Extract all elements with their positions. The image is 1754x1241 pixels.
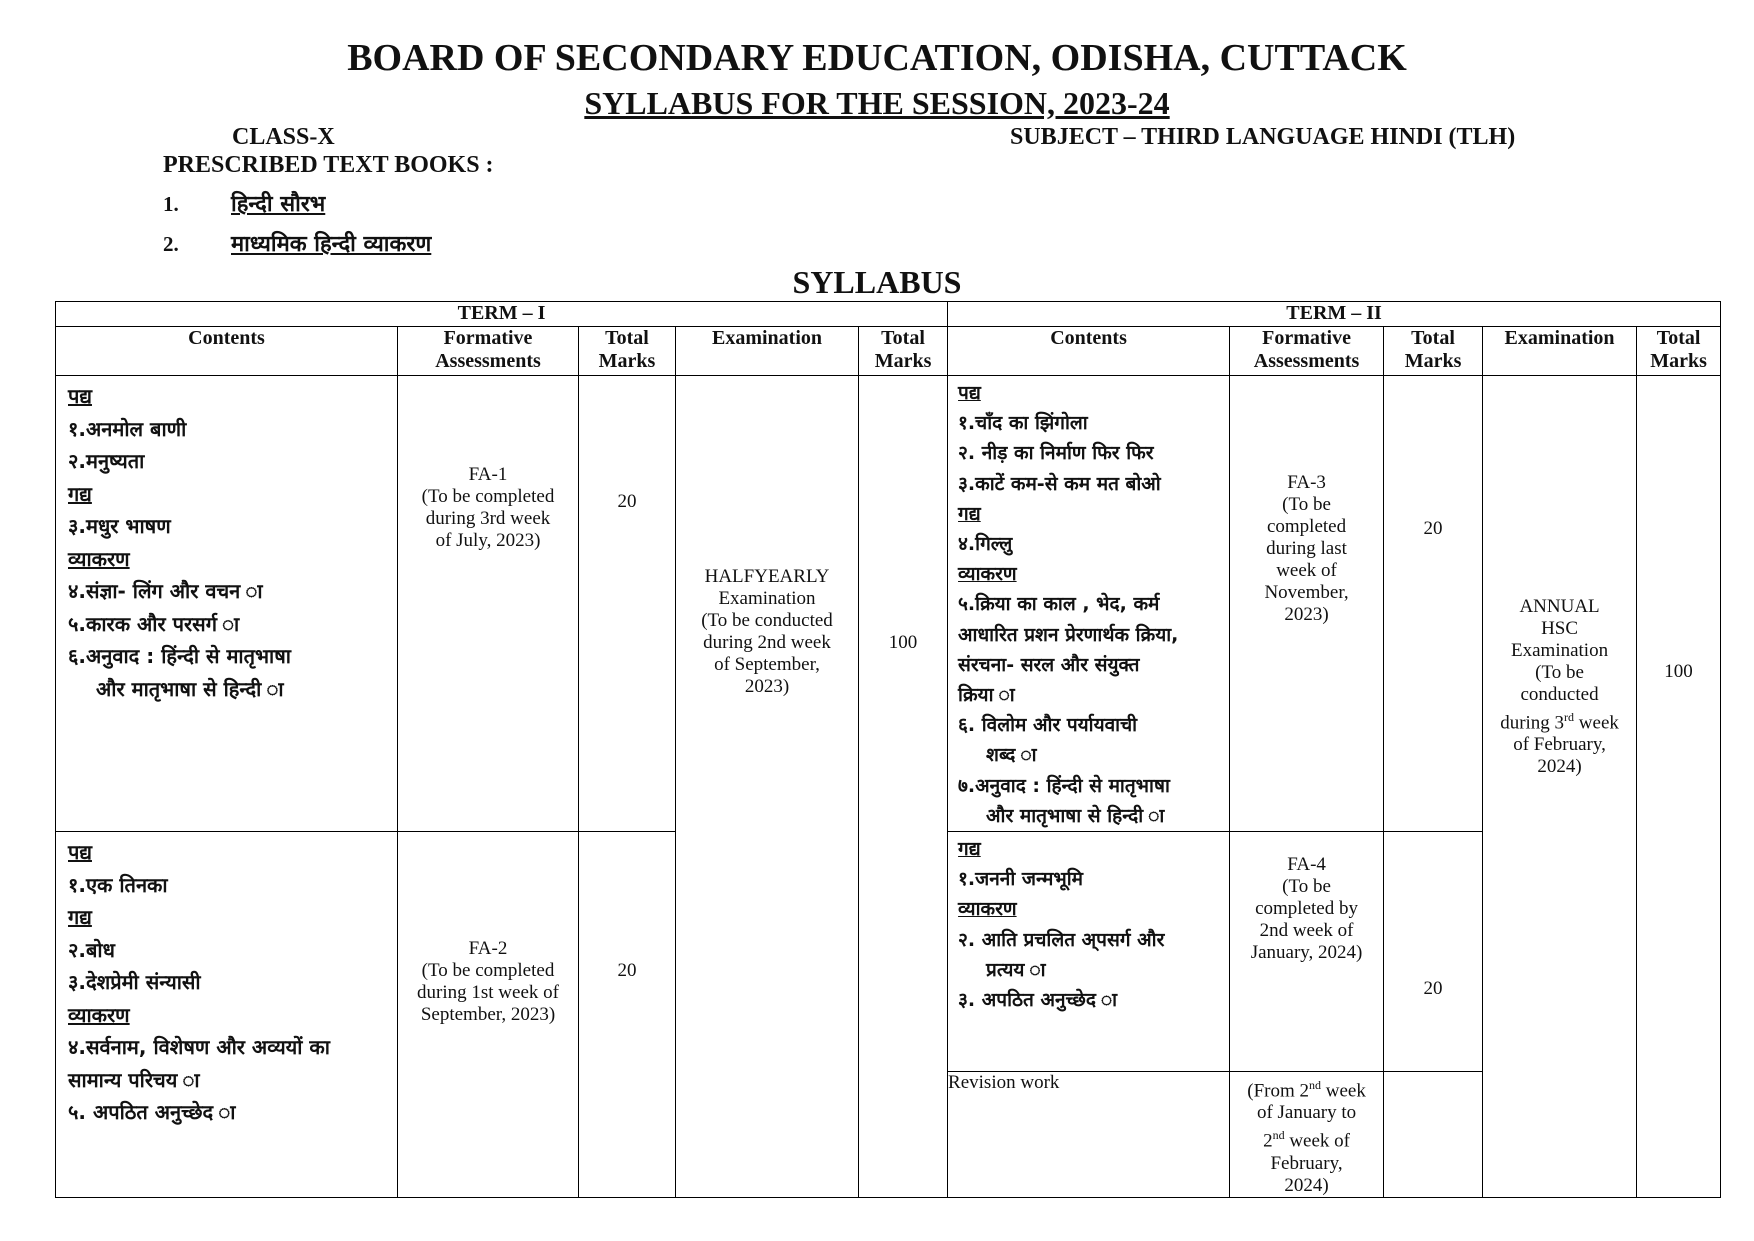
syllabus-topic: १.चाँद का झिंगोला	[958, 412, 1088, 435]
syllabus-topic: ५.कारक और परसर्ग ा	[68, 611, 240, 636]
col-examination: Examination	[676, 327, 859, 376]
cell-line: ANNUAL	[1519, 596, 1600, 617]
term1-fa1-marks: 20	[579, 376, 676, 832]
syllabus-topic: १.जननी जन्मभूमि	[958, 868, 1084, 891]
syllabus-topic: सामान्य परिचय ा	[68, 1067, 200, 1092]
section-heading: गद्य	[68, 905, 92, 930]
term2-fa4-marks: 20	[1384, 832, 1483, 1072]
board-title: BOARD OF SECONDARY EDUCATION, ODISHA, CUTTACK	[347, 37, 1407, 79]
halfyearly-exam-marks: 100	[859, 376, 948, 1198]
term1-fa2-assessment	[398, 832, 579, 1198]
syllabus-topic: संरचना- सरल और संयुक्त	[958, 653, 1140, 676]
cell-line: 2024)	[1537, 756, 1582, 778]
cell-line: FA-2	[468, 938, 508, 960]
syllabus-topic: और मातृभाषा से हिन्दी ा	[96, 676, 284, 701]
section-heading: व्याकरण	[68, 1002, 130, 1027]
cell-line: week of	[1276, 560, 1337, 581]
syllabus-table	[55, 301, 1721, 1198]
syllabus-topic: ५. अपठित अनुच्छेद ा	[68, 1100, 236, 1125]
halfyearly-exam	[676, 376, 859, 1198]
revision-work-label: Revision work	[948, 1072, 1230, 1198]
col-total-marks: Total Marks	[859, 327, 948, 376]
book-item	[163, 228, 431, 258]
syllabus-topic: २.बोध	[68, 937, 115, 962]
syllabus-topic: ४.सर्वनाम, विशेषण और अव्ययों का	[68, 1035, 330, 1060]
col-examination: Examination	[1483, 327, 1637, 376]
section-heading: गद्य	[958, 502, 981, 525]
col-total-marks: Total Marks	[579, 327, 676, 376]
cell-line: of February,	[1513, 734, 1606, 756]
section-heading: व्याकरण	[958, 898, 1017, 921]
term2-fa3-contents	[948, 376, 1230, 832]
term-2-header: TERM – II	[948, 302, 1721, 327]
cell-line: during 2nd week	[703, 632, 831, 653]
term2-fa4-contents	[948, 832, 1230, 1072]
cell-line: completed by	[1255, 898, 1358, 920]
syllabus-topic: आधारित प्रशन प्रेरणार्थक क्रिया,	[958, 623, 1179, 646]
cell-line: completed	[1266, 516, 1347, 537]
cell-line: February,	[1270, 1152, 1343, 1174]
cell-line: FA-3	[1287, 472, 1326, 493]
cell-line: 2nd week of	[1263, 1128, 1350, 1152]
book-title: माध्यमिक हिन्दी व्याकरण	[231, 232, 432, 257]
cell-line: (To be	[1535, 662, 1584, 683]
col-contents: Contents	[56, 327, 398, 376]
syllabus-topic: ४.संज्ञा- लिंग और वचन ा	[68, 579, 263, 603]
cell-line: during last	[1266, 538, 1347, 559]
revision-work-period	[1230, 1072, 1384, 1198]
cell-line: Examination	[718, 588, 816, 609]
book-title: हिन्दी सौरभ	[231, 192, 326, 217]
cell-line: conducted	[1520, 684, 1599, 705]
cell-line: 2023)	[744, 676, 790, 697]
col-contents: Contents	[948, 327, 1230, 376]
annual-exam-marks: 100	[1637, 376, 1721, 1198]
book-number: 1.	[163, 192, 179, 216]
syllabus-topic: प्रत्यय ा	[986, 958, 1046, 981]
syllabus-topic: ३.काटें कम-से कम मत बोओ	[958, 472, 1161, 495]
cell-line: (From 2nd week	[1247, 1078, 1366, 1102]
class-label: CLASS-X	[232, 124, 335, 150]
term1-fa2-contents	[56, 832, 398, 1198]
revision-work-marks	[1384, 1072, 1483, 1198]
col-formative: Formative Assessments	[398, 327, 579, 376]
cell-line: 2023)	[1284, 604, 1329, 625]
section-heading: पद्य	[958, 382, 981, 404]
cell-line: November,	[1264, 582, 1349, 603]
syllabus-topic: १.अनमोल बाणी	[68, 416, 187, 441]
term2-fa3-marks: 20	[1384, 376, 1483, 832]
syllabus-topic: ३. अपठित अनुच्छेद ा	[958, 989, 1118, 1012]
syllabus-topic: ७.अनुवाद : हिंन्दी से मातृभाषा	[958, 774, 1170, 797]
book-number: 2.	[163, 232, 179, 256]
section-heading: गद्य	[68, 481, 92, 506]
syllabus-topic: ५.क्रिया का काल , भेद, कर्म	[958, 593, 1160, 616]
cell-line: (To be conducted	[701, 610, 833, 631]
cell-line: (To be	[1282, 876, 1331, 898]
term1-fa1-contents	[56, 376, 398, 832]
cell-line: 2nd week of	[1259, 920, 1354, 942]
cell-line: of July, 2023)	[435, 530, 541, 551]
section-heading: पद्य	[68, 840, 92, 865]
syllabus-topic: शब्द ा	[986, 744, 1037, 767]
term-1-header: TERM – I	[56, 302, 948, 327]
syllabus-topic: क्रिया ा	[958, 684, 1015, 707]
cell-line: of September,	[714, 654, 820, 675]
book-item	[163, 188, 325, 218]
session-subtitle-text: SYLLABUS FOR THE SESSION, 2023-24	[584, 85, 1170, 121]
section-heading: व्याकरण	[68, 546, 130, 571]
cell-line: of January to	[1256, 1102, 1357, 1124]
session-subtitle	[0, 84, 1754, 122]
syllabus-topic: ६.अनुवाद : हिंन्दी से मातृभाषा	[68, 644, 291, 668]
cell-line: during 3rd week	[425, 508, 551, 529]
cell-line: FA-4	[1287, 854, 1326, 876]
prescribed-books-label: PRESCRIBED TEXT BOOKS :	[163, 152, 494, 178]
syllabus-topic: २. नीड़ का निर्माण फिर फिर	[958, 442, 1154, 465]
cell-line: Examination	[1511, 640, 1609, 661]
annual-exam	[1483, 376, 1637, 1198]
section-heading: गद्य	[958, 838, 981, 861]
term1-fa2-marks: 20	[579, 832, 676, 1198]
cell-line: (To be	[1282, 494, 1331, 515]
cell-line: FA-1	[468, 464, 508, 485]
subject-label: SUBJECT – THIRD LANGUAGE HINDI (TLH)	[1010, 124, 1516, 150]
section-heading: व्याकरण	[958, 563, 1017, 586]
col-total-marks: Total Marks	[1384, 327, 1483, 376]
cell-line: HALFYEARLY	[704, 566, 830, 587]
syllabus-topic: २.मनुष्यता	[68, 449, 145, 473]
syllabus-topic: १.एक तिनका	[68, 872, 168, 897]
cell-line: January, 2024)	[1250, 942, 1363, 964]
term1-fa1-assessment	[398, 376, 579, 832]
cell-line: (To be completed	[421, 960, 555, 982]
syllabus-heading: SYLLABUS	[792, 264, 962, 300]
cell-line: HSC	[1541, 618, 1579, 639]
syllabus-topic: ३.मधुर भाषण	[68, 514, 171, 538]
cell-line: 2024)	[1284, 1174, 1329, 1196]
col-total-marks: Total Marks	[1637, 327, 1721, 376]
section-heading: पद्य	[68, 384, 92, 408]
cell-line: September, 2023)	[420, 1004, 556, 1026]
term2-fa3-assessment	[1230, 376, 1384, 832]
syllabus-topic: ३.देशप्रेमी संन्यासी	[68, 970, 201, 995]
syllabus-topic: ४.गिल्लु	[958, 533, 1013, 556]
syllabus-topic: २. आति प्रचलित अ्पसर्ग और	[958, 928, 1165, 951]
syllabus-topic: ६. विलोम और पर्यायवाची	[958, 714, 1138, 737]
cell-line: during 3rd week	[1500, 710, 1619, 734]
cell-line: during 1st week of	[417, 982, 559, 1004]
syllabus-topic: और मातृभाषा से हिन्दी ा	[986, 804, 1165, 827]
cell-line: (To be completed	[421, 486, 555, 507]
col-formative: Formative Assessments	[1230, 327, 1384, 376]
term2-fa4-assessment	[1230, 832, 1384, 1072]
